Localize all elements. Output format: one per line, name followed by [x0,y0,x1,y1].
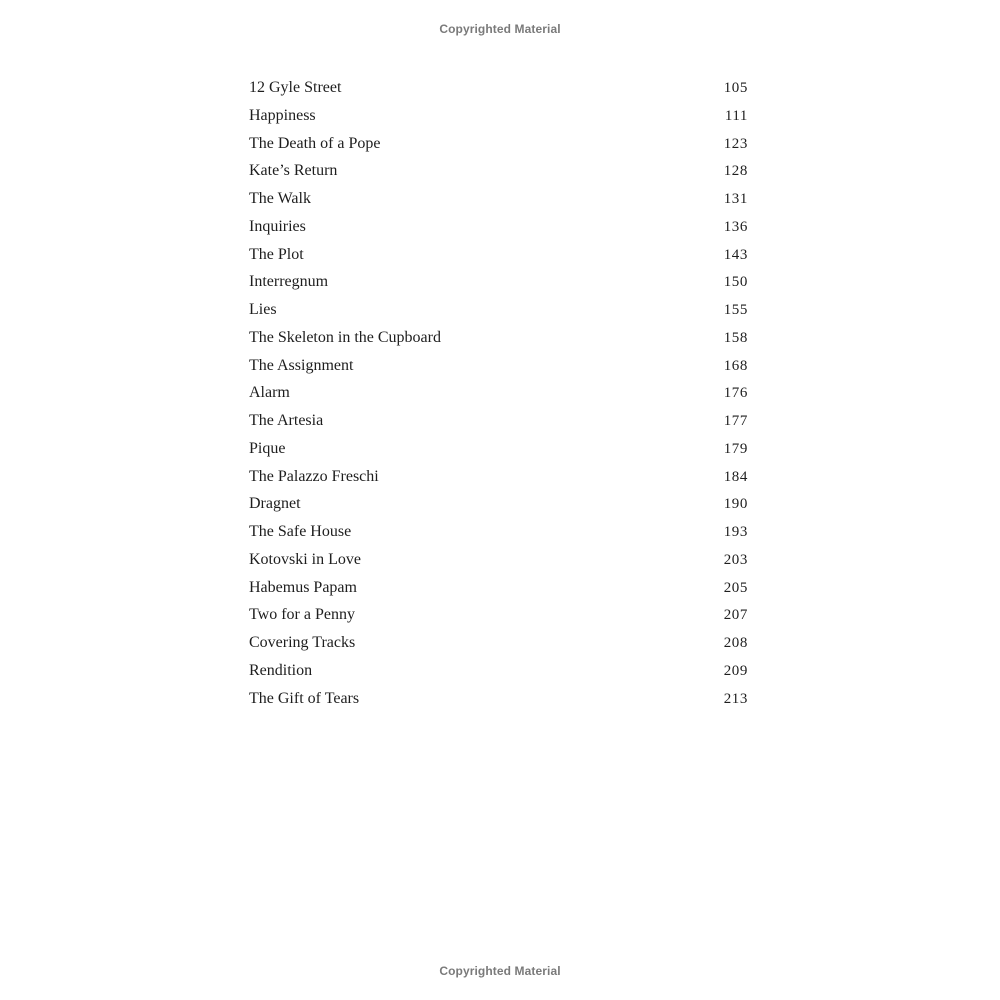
toc-entry[interactable] [249,379,748,407]
toc-entry-title: Pique [249,439,286,457]
toc-entry-title: Habemus Papam [249,578,357,596]
toc-entry[interactable] [249,629,748,657]
toc-entry-title: The Gift of Tears [249,689,360,707]
toc-entry-page: 177 [723,413,748,429]
toc-entry-page: 158 [723,329,748,346]
toc-entry-title: Two for a Penny [249,606,355,624]
toc-entry[interactable] [249,546,748,574]
toc-entry-title: Happiness [249,106,316,124]
toc-entry[interactable] [249,102,748,130]
toc-entry-page: 193 [723,524,748,540]
toc-entry[interactable] [249,157,748,185]
toc-entry-page: 111 [724,107,748,124]
toc-entry-title: Kate’s Return [249,162,338,180]
toc-entry[interactable] [249,518,748,546]
toc-entry-page: 203 [723,551,748,568]
toc-entry[interactable] [249,130,748,158]
toc-entry-title: Rendition [249,661,313,679]
toc-entry-page: 168 [723,357,748,374]
toc-entry-page: 131 [723,191,748,207]
toc-entry-page: 105 [723,80,748,96]
toc-entry-title: Covering Tracks [249,634,356,651]
toc-entry-page: 190 [723,496,748,513]
toc-entry-page: 207 [723,607,748,624]
toc-entry-page: 128 [723,163,748,180]
toc-entry[interactable] [249,296,748,324]
toc-entry-title: The Palazzo Freschi [249,467,379,485]
toc-entry[interactable] [249,241,748,269]
toc-entry-page: 184 [723,468,748,485]
toc-entry[interactable] [249,185,748,213]
toc-entry[interactable] [249,685,748,713]
toc-entry-title: Interregnum [249,273,329,291]
toc-entry[interactable] [249,435,748,463]
toc-entry[interactable] [249,601,748,629]
toc-entry-title: Alarm [249,384,290,402]
toc-entry-page: 176 [723,385,748,402]
toc-entry[interactable] [249,463,748,491]
toc-entry-page: 155 [723,302,748,318]
toc-entry-title: The Walk [249,190,311,207]
toc-entry[interactable] [249,407,748,435]
table-of-contents [249,74,748,712]
toc-entry-title: Kotovski in Love [249,550,361,568]
copyright-watermark-top: Copyrighted Material [439,22,561,36]
toc-entry-title: The Safe House [249,523,352,540]
toc-entry[interactable] [249,213,748,241]
toc-entry[interactable] [249,574,748,602]
toc-entry-title: Dragnet [249,495,301,513]
toc-entry-page: 208 [723,635,748,651]
toc-entry-title: The Plot [249,245,304,263]
toc-entry-page: 123 [723,135,748,152]
toc-entry-page: 209 [723,662,748,679]
toc-entry-page: 179 [723,440,748,457]
toc-entry-title: 12 Gyle Street [249,79,342,96]
toc-entry-title: The Assignment [249,356,354,374]
toc-entry[interactable] [249,657,748,685]
toc-entry-page: 213 [723,690,748,707]
toc-entry-page: 136 [723,218,748,235]
toc-entry-page: 205 [723,579,748,596]
toc-entry-title: The Artesia [249,412,324,429]
toc-entry[interactable] [249,268,748,296]
toc-entry[interactable] [249,324,748,352]
toc-entry-title: Inquiries [249,217,306,235]
toc-entry-title: Lies [249,301,277,318]
toc-entry-page: 150 [723,274,748,291]
toc-entry-page: 143 [723,246,748,263]
toc-entry[interactable] [249,74,748,102]
toc-entry[interactable] [249,490,748,518]
toc-entry-title: The Death of a Pope [249,134,381,152]
copyright-watermark-bottom: Copyrighted Material [439,964,561,978]
toc-entry-title: The Skeleton in the Cupboard [249,328,441,346]
toc-entry[interactable] [249,352,748,380]
